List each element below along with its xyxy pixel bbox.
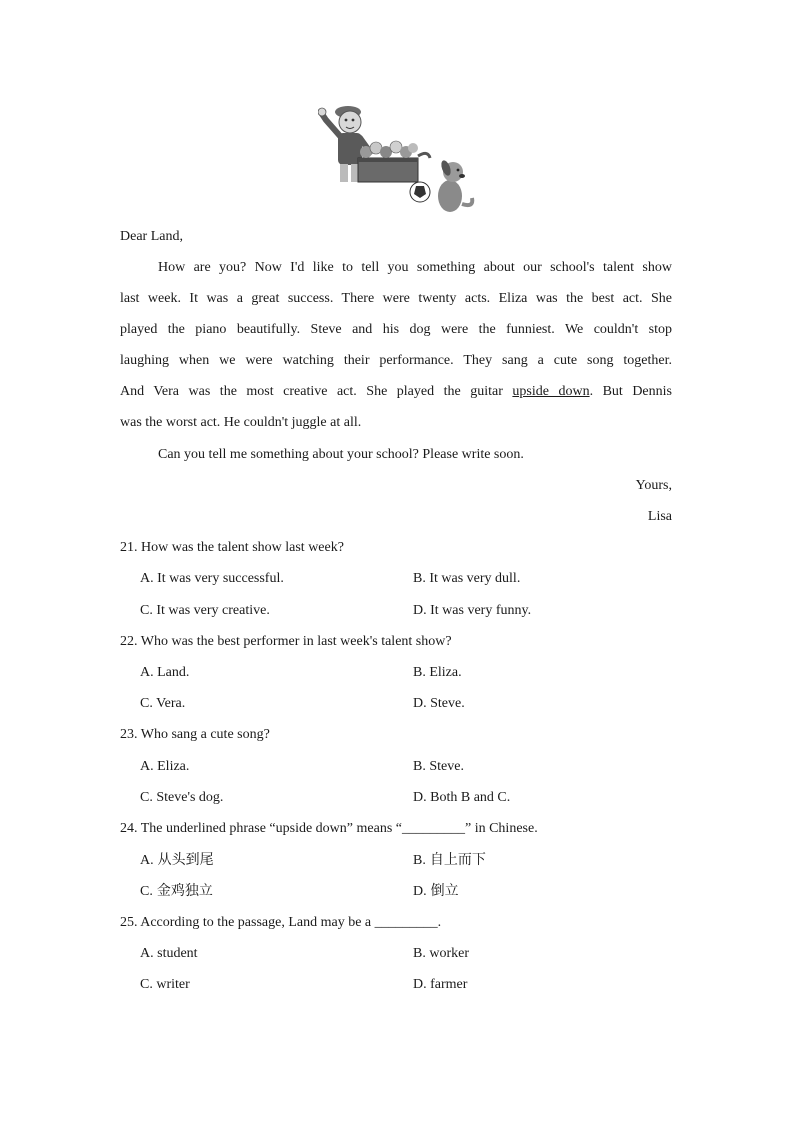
option-b: B. Steve. <box>413 759 464 774</box>
option-a: A. Eliza. <box>140 759 190 774</box>
letter-line: laughing when we were watching their performance. They sang a cute song together. <box>120 353 672 368</box>
letter-paragraph-2: Can you tell me something about your school? Please write soon. <box>158 447 524 462</box>
option-d: D. It was very funny. <box>413 603 532 618</box>
question-stem: 24. The underlined phrase “upside down” means “_________” in Chinese. <box>120 821 538 836</box>
underlined-phrase: upside down <box>512 384 590 399</box>
option-c: C. writer <box>140 977 190 992</box>
option-b: B. 自上而下 <box>413 852 486 868</box>
flowers <box>360 141 430 158</box>
letter-greeting: Dear Land, <box>120 229 183 244</box>
option-c: C. Steve's dog. <box>140 790 224 805</box>
option-b: B. It was very dull. <box>413 571 521 586</box>
option-d: D. farmer <box>413 977 468 992</box>
boy-head <box>339 111 361 133</box>
letter-text: And Vera was the most creative act. She played the guitar <box>120 384 503 399</box>
question-stem: 22. Who was the best performer in last week's talent show? <box>120 634 452 649</box>
letter-text: . But Dennis <box>589 384 672 399</box>
letter-line: How are you? Now I'd like to tell you something about our school's talent show <box>158 260 672 275</box>
dog <box>438 159 472 212</box>
letter-closing: Yours, <box>635 478 672 493</box>
letter-signature: Lisa <box>647 509 672 524</box>
option-c: C. 金鸡独立 <box>140 883 213 899</box>
letter-line <box>120 382 672 402</box>
letter-line: played the piano beautifully. Steve and his dog were the funniest. We couldn't stop <box>120 322 672 337</box>
option-c: C. It was very creative. <box>140 603 270 618</box>
option-c: C. Vera. <box>140 696 186 711</box>
question-stem: 23. Who sang a cute song? <box>120 727 270 742</box>
option-a: A. Land. <box>140 665 190 680</box>
question-stem: 25. According to the passage, Land may be a _________. <box>120 915 442 930</box>
option-d: D. Steve. <box>413 696 465 711</box>
option-d: D. 倒立 <box>413 883 459 899</box>
letter-line: last week. It was a great success. There were twenty acts. Eliza was the best act. She <box>120 291 672 306</box>
option-b: B. Eliza. <box>413 665 462 680</box>
letter-line: was the worst act. He couldn't juggle at all. <box>120 415 362 430</box>
option-a: A. It was very successful. <box>140 571 284 586</box>
option-a: A. student <box>140 946 198 961</box>
option-b: B. worker <box>413 946 469 961</box>
question-stem: 21. How was the talent show last week? <box>120 540 344 555</box>
option-d: D. Both B and C. <box>413 790 511 805</box>
option-a: A. 从头到尾 <box>140 852 214 868</box>
boy-flowerbox-dog-illustration <box>318 98 478 218</box>
